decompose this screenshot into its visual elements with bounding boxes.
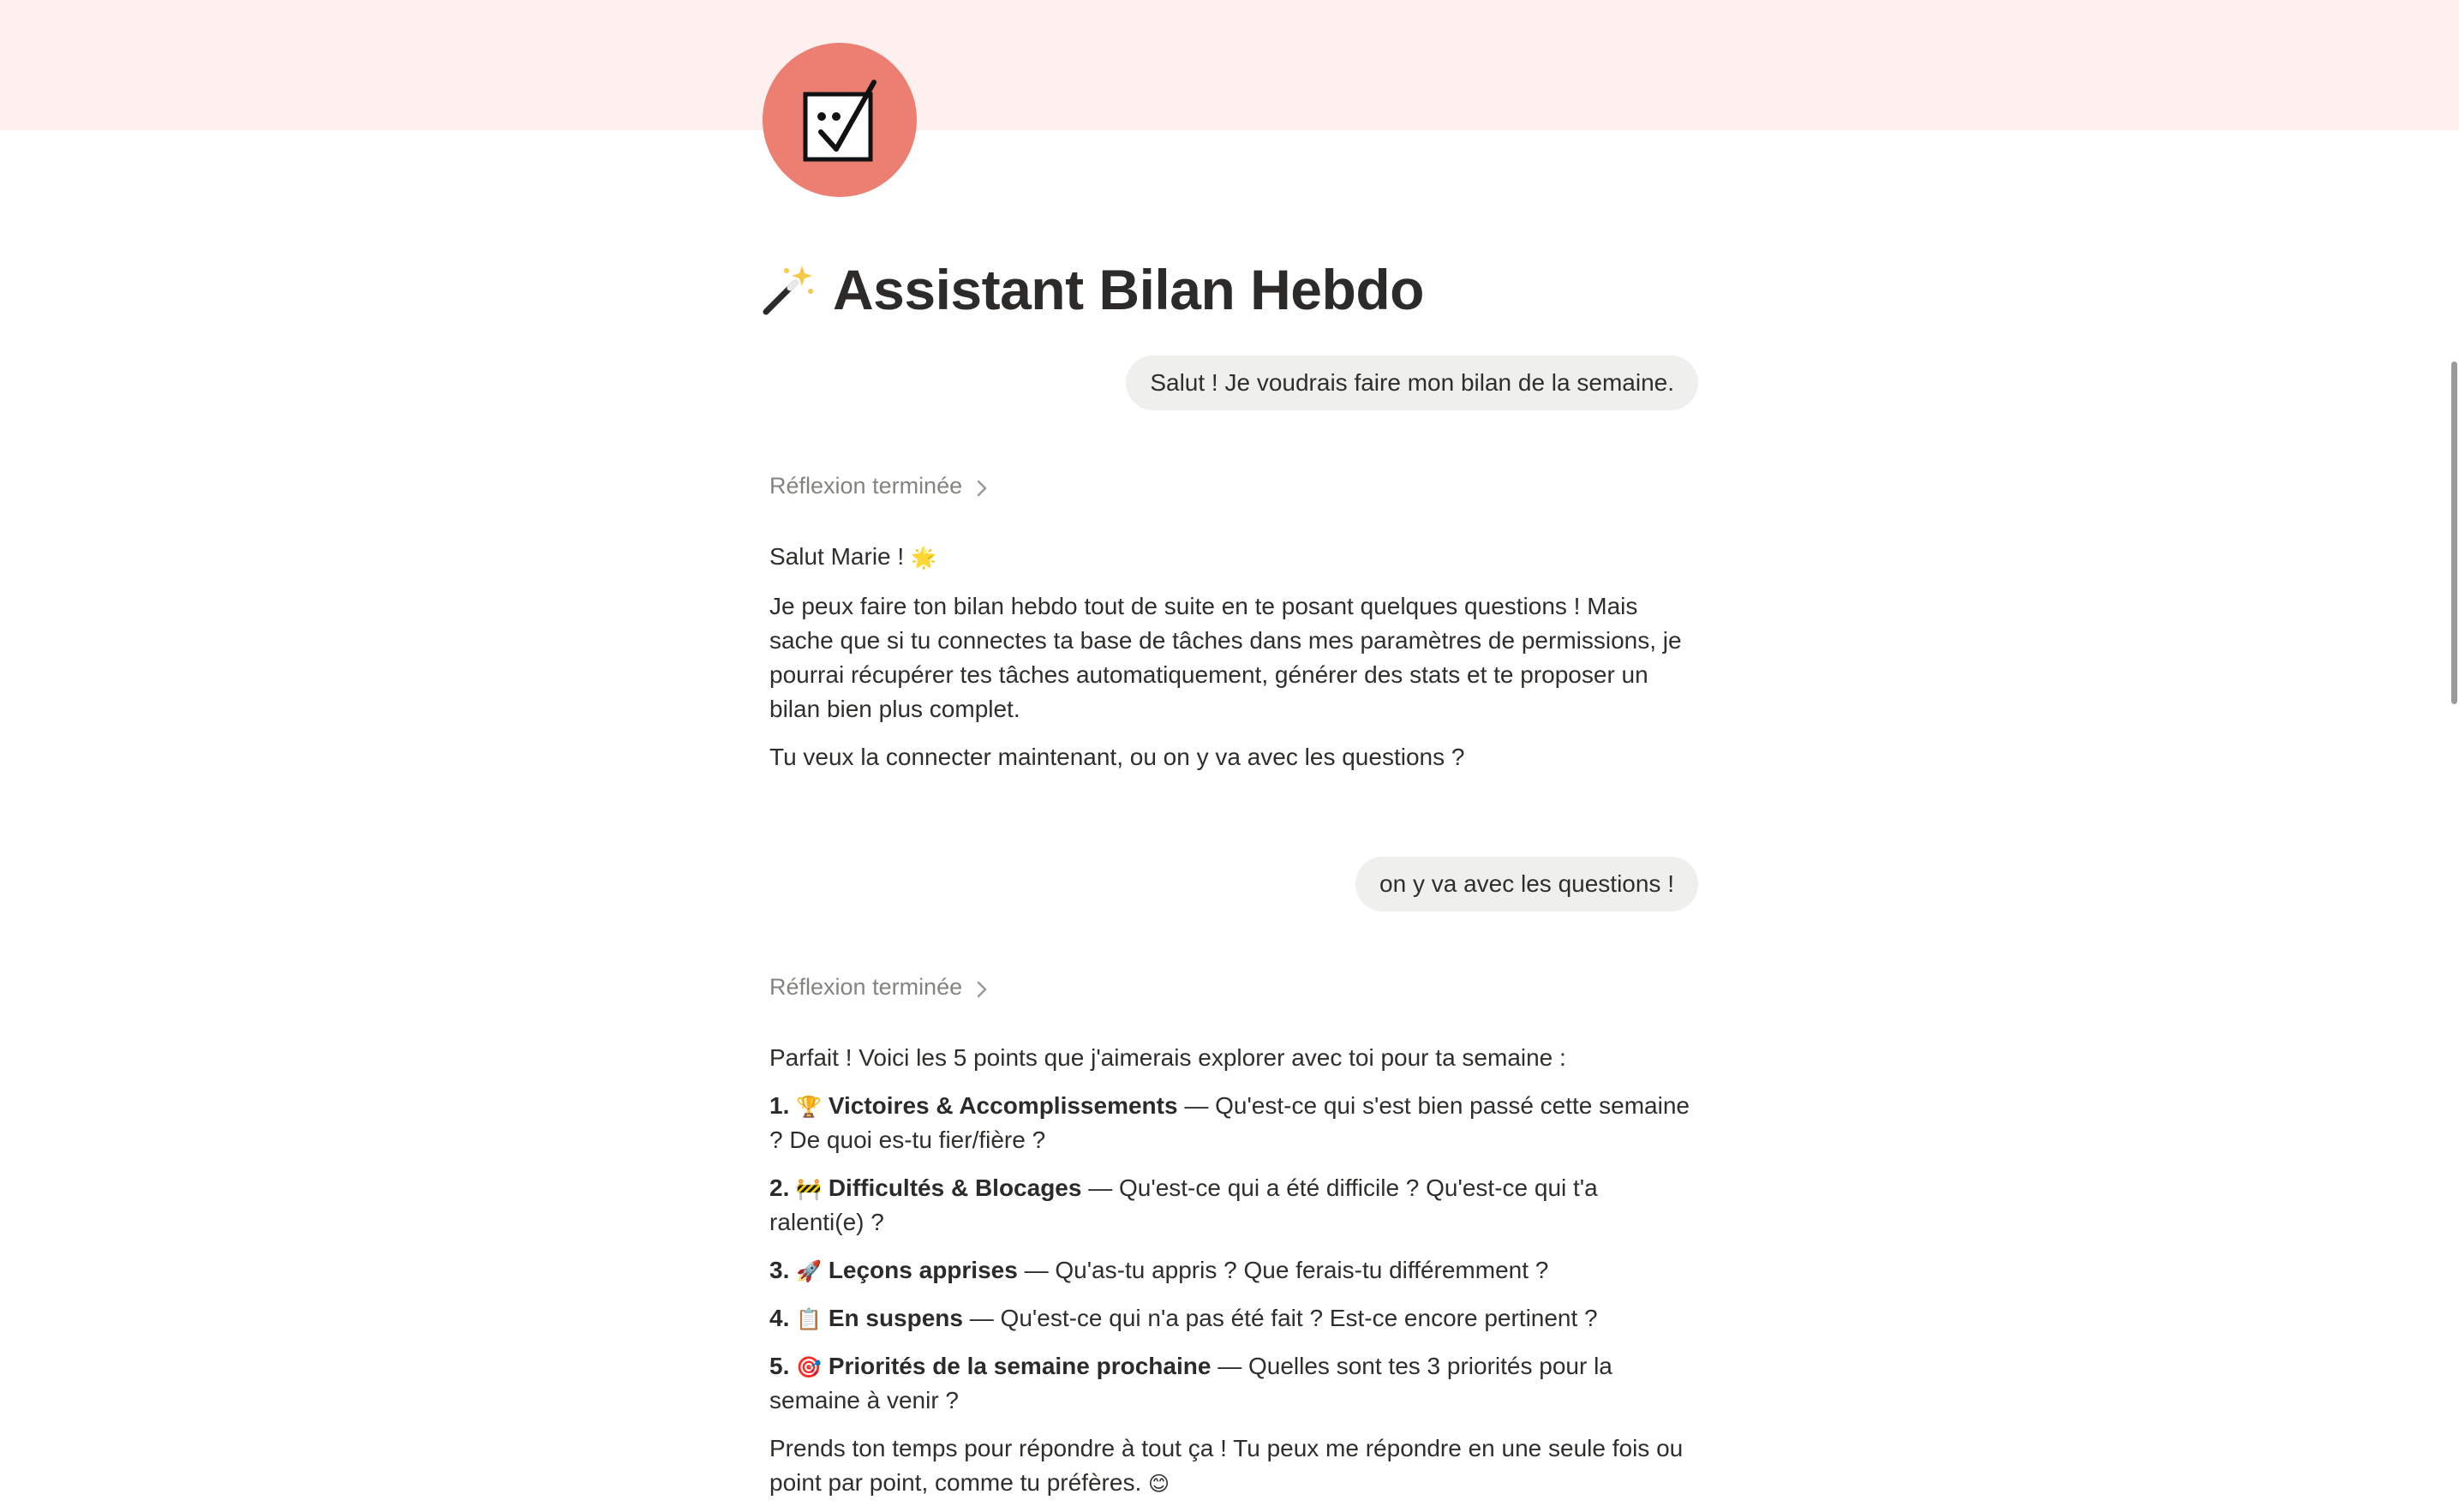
item-text: — Quelles sont tes 3 priorités pour la semaine à venir ? — [769, 1353, 1612, 1413]
assistant-message-1 — [769, 540, 1698, 788]
item-number: 5. — [769, 1353, 790, 1379]
user-message-2: on y va avec les questions ! — [1355, 857, 1698, 911]
reflexion-toggle-2[interactable] — [769, 974, 988, 1001]
user-message-1: Salut ! Je voudrais faire mon bilan de la semaine. — [1126, 356, 1698, 410]
page-title — [761, 257, 1424, 322]
list-item — [769, 1089, 1698, 1157]
list-item — [769, 1301, 1698, 1336]
page-title-text: Assistant Bilan Hebdo — [833, 258, 1424, 321]
item-text: — Qu'est-ce qui n'a pas été fait ? Est-ce encore pertinent ? — [962, 1305, 1598, 1331]
reflexion-toggle-1[interactable] — [769, 473, 988, 499]
chevron-right-icon — [976, 978, 988, 997]
construction-emoji-icon: 🚧 — [796, 1178, 823, 1201]
checkbox-face-icon[interactable] — [763, 43, 917, 197]
item-title: Priorités de la semaine prochaine — [828, 1353, 1212, 1379]
target-emoji-icon: 🎯 — [796, 1356, 823, 1379]
reflexion-label: Réflexion terminée — [769, 974, 963, 1000]
item-number: 1. — [769, 1092, 790, 1119]
item-number: 4. — [769, 1305, 790, 1331]
item-title: Difficultés & Blocages — [828, 1174, 1082, 1201]
reflexion-label: Réflexion terminée — [769, 473, 963, 499]
page-cover[interactable] — [0, 0, 2459, 130]
smile-emoji-icon: 😊 — [1148, 1473, 1170, 1496]
scrollbar-thumb[interactable] — [2451, 362, 2457, 704]
item-text: — Qu'est-ce qui a été difficile ? Qu'est-ce qui t'a ralenti(e) ? — [769, 1174, 1598, 1235]
paragraph: Je peux faire ton bilan hebdo tout de suite en te posant quelques questions ! Mais sache que si tu connectes ta base de tâches dans mes paramètres de permissions, je pourrai récupérer tes tâches automatiquement, générer des stats et te proposer un bilan bien plus complet. — [769, 593, 1682, 722]
trophy-emoji-icon: 🏆 — [796, 1096, 823, 1119]
list-item — [769, 1171, 1698, 1240]
rocket-emoji-icon: 🚀 — [796, 1260, 823, 1283]
item-number: 3. — [769, 1257, 790, 1283]
outro-text: Prends ton temps pour répondre à tout ça ! Tu peux me répondre en une seule fois ou point par point, comme tu préfères. — [769, 1435, 1684, 1496]
item-text: — Qu'est-ce qui s'est bien passé cette semaine ? De quoi es-tu fier/fière ? — [769, 1092, 1690, 1153]
list-item — [769, 1253, 1698, 1288]
scrollbar[interactable] — [2449, 0, 2459, 1512]
assistant-message-2 — [769, 1041, 1698, 1512]
greeting-line — [769, 540, 1698, 574]
outro-paragraph — [769, 1431, 1698, 1500]
list-item — [769, 1349, 1698, 1418]
item-number: 2. — [769, 1174, 790, 1201]
greeting-text: Salut Marie ! — [769, 543, 905, 570]
intro-paragraph: Parfait ! Voici les 5 points que j'aimerais explorer avec toi pour ta semaine : — [769, 1044, 1566, 1071]
paragraph: Tu veux la connecter maintenant, ou on y va avec les questions ? — [769, 744, 1465, 770]
item-text: — Qu'as-tu appris ? Que ferais-tu différemment ? — [1017, 1257, 1549, 1283]
item-title: Victoires & Accomplissements — [828, 1092, 1178, 1119]
star-emoji-icon: 🌟 — [910, 547, 936, 570]
item-title: En suspens — [828, 1305, 963, 1331]
magic-wand-icon — [761, 262, 816, 317]
clipboard-emoji-icon: 📋 — [796, 1308, 823, 1331]
item-title: Leçons apprises — [828, 1257, 1018, 1283]
chevron-right-icon — [976, 477, 988, 496]
